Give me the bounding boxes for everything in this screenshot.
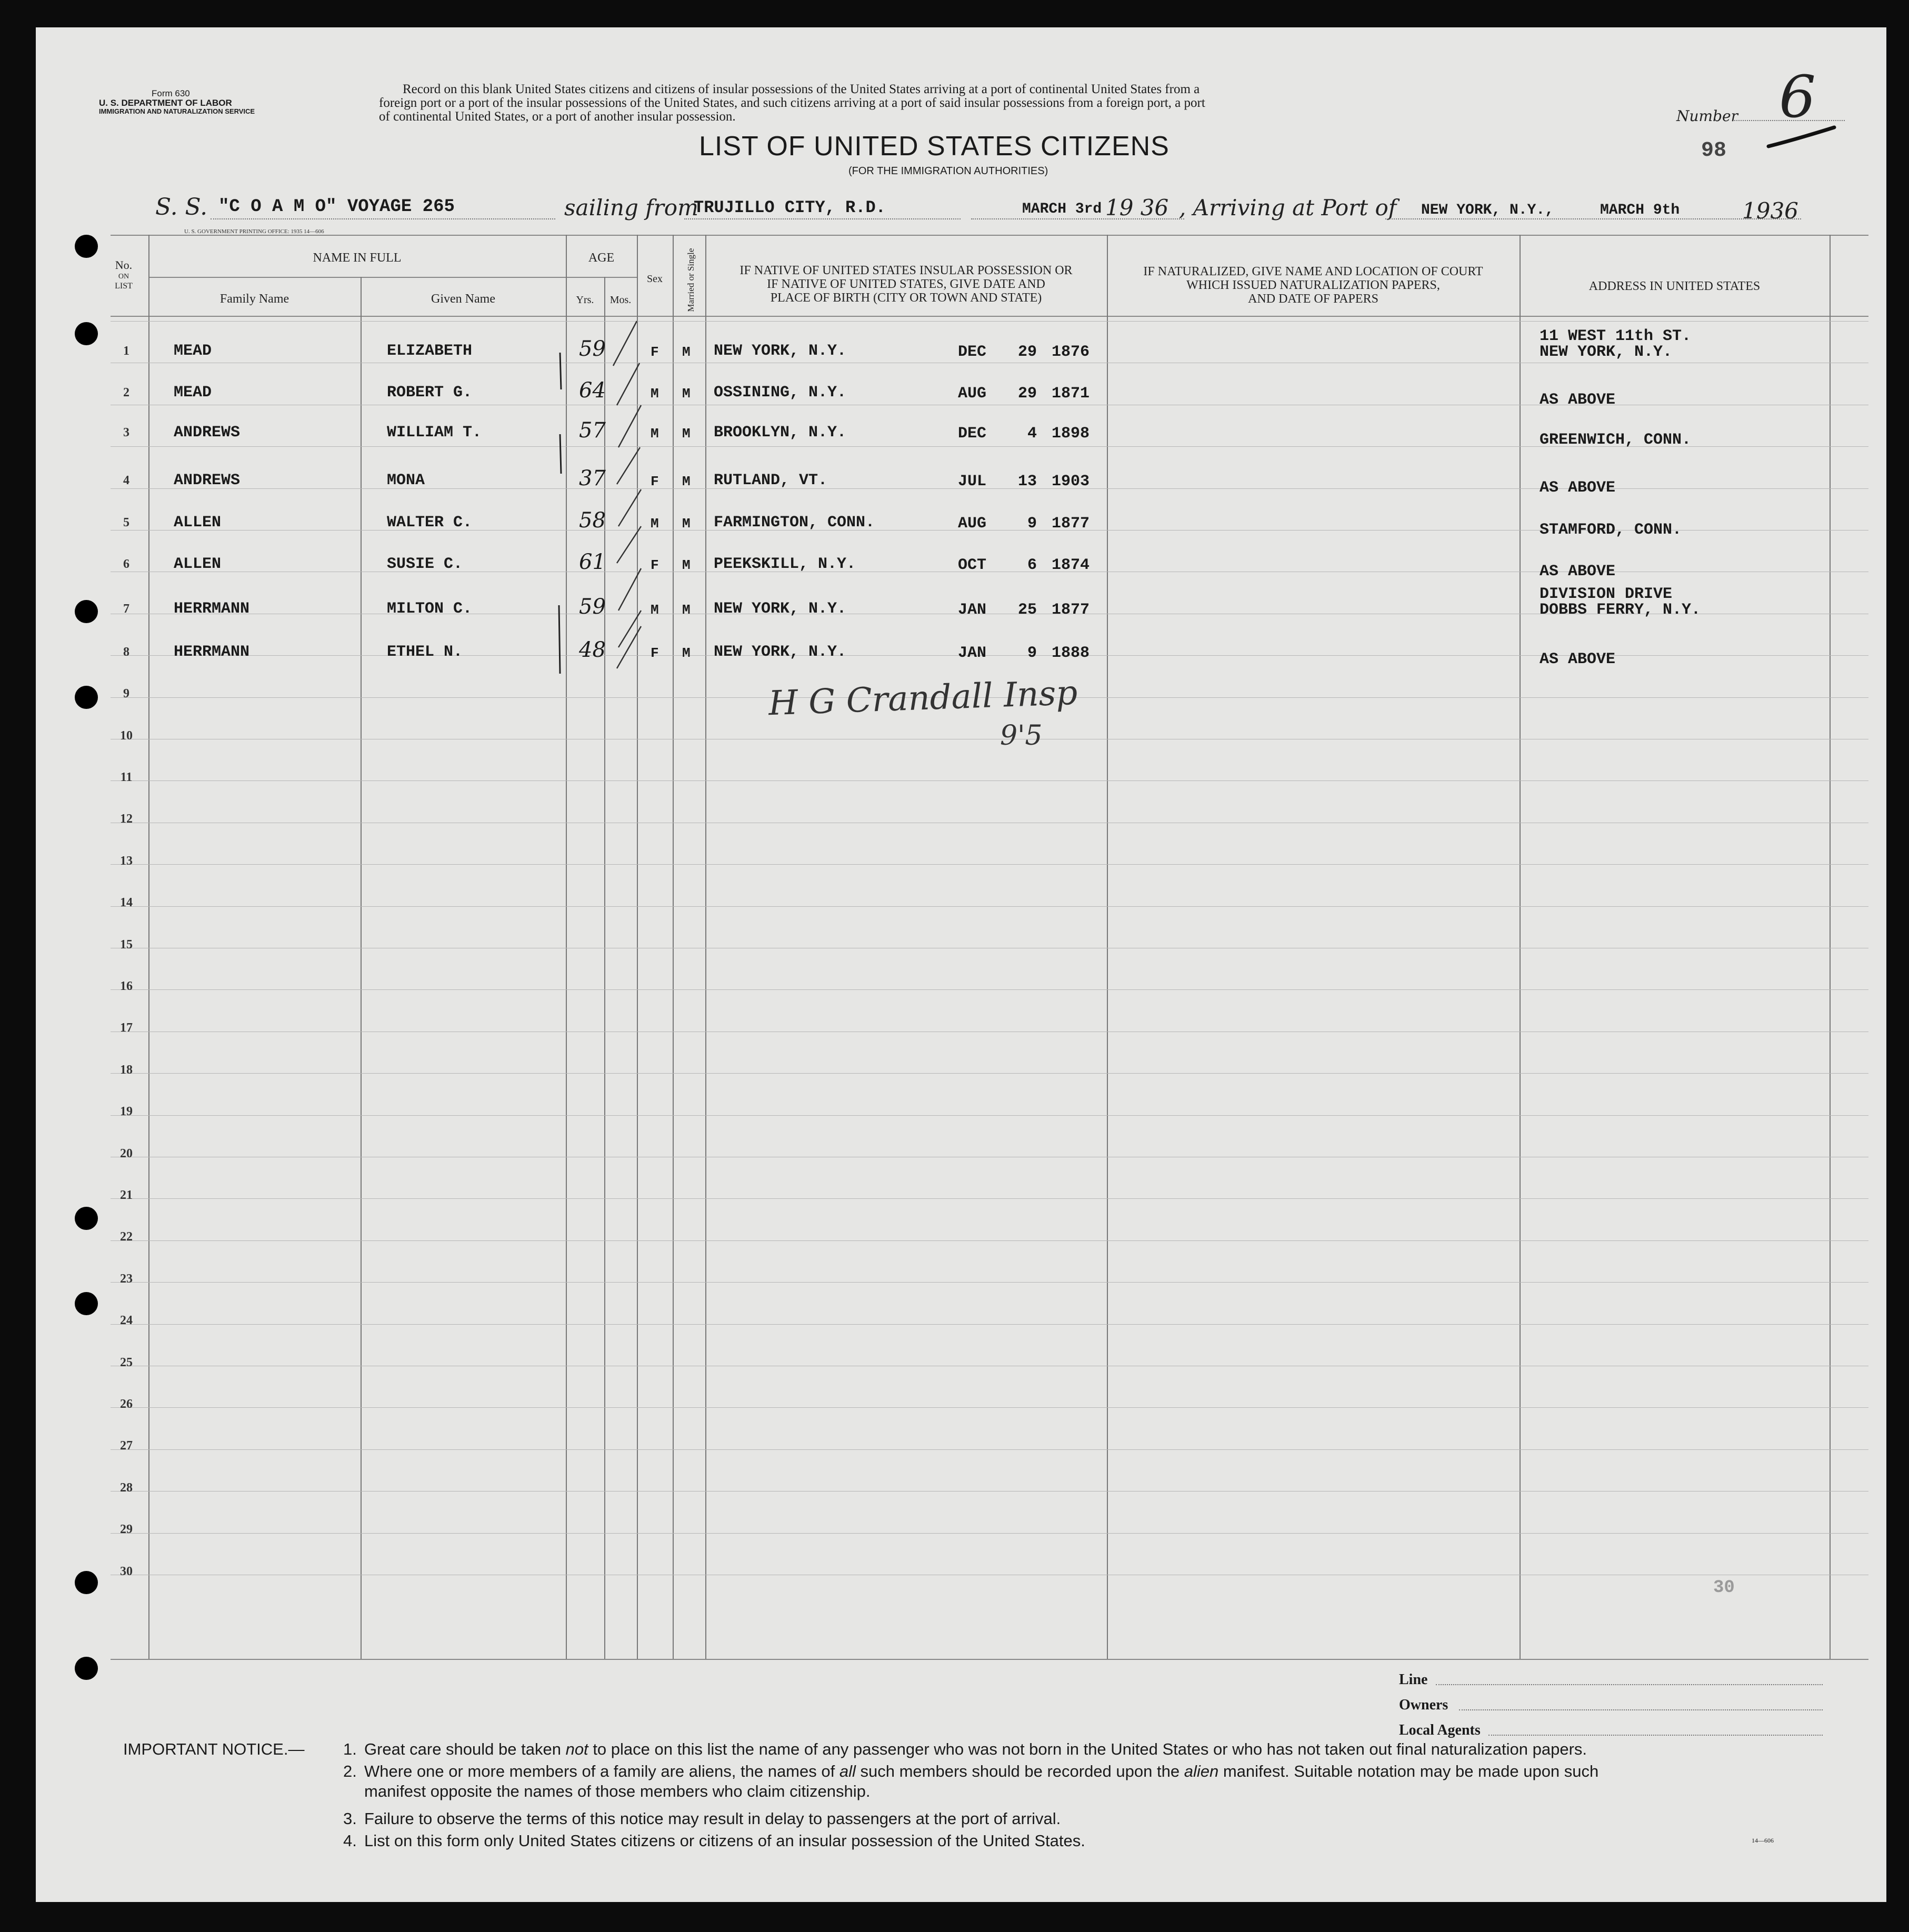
marital-status: M [682, 474, 691, 489]
table-bottom-border [111, 1659, 1868, 1660]
family-name: ANDREWS [174, 424, 241, 442]
service-name: IMMIGRATION AND NATURALIZATION SERVICE [99, 107, 255, 115]
row-number: 8 [123, 645, 129, 659]
age-subheader-line [566, 277, 637, 278]
address-line-1: GREENWICH, CONN. [1540, 431, 1692, 449]
header-no: No. [115, 258, 133, 272]
row-number: 19 [120, 1105, 133, 1118]
row-number: 17 [120, 1021, 133, 1035]
marital-status: M [682, 426, 691, 442]
address-line-1: AS ABOVE [1540, 391, 1616, 409]
arrival-date: MARCH 9th [1600, 202, 1680, 218]
inspector-signature: H G Crandall Insp [767, 673, 1078, 724]
given-name: MILTON C. [387, 600, 473, 618]
marital-status: M [682, 344, 691, 360]
birth-place: NEW YORK, N.Y. [714, 600, 847, 618]
birth-place: BROOKLYN, N.Y. [714, 424, 847, 442]
line-underline [1436, 1684, 1823, 1685]
header-given-name: Given Name [431, 292, 495, 306]
row-rule [111, 1407, 1868, 1408]
name-subheader-line [148, 277, 627, 278]
birth-day: 6 [1027, 556, 1037, 574]
departure-year: 19 36 [1105, 195, 1169, 221]
marital-status: M [682, 602, 691, 618]
row-rule [111, 1449, 1868, 1450]
family-name: MEAD [174, 342, 212, 360]
row-number: 12 [120, 812, 133, 826]
notice-2-continued: manifest opposite the names of those members who claim citizenship. [364, 1782, 871, 1800]
ship-underline [211, 218, 555, 219]
owners-label: Owners [1399, 1697, 1448, 1713]
signature-note: 9'5 [1000, 720, 1043, 752]
department-name: U. S. DEPARTMENT OF LABOR [99, 98, 232, 108]
number-label: Number [1676, 107, 1738, 125]
page-subtitle: (FOR THE IMMIGRATION AUTHORITIES) [848, 165, 1048, 177]
header-on: ON [118, 273, 129, 281]
header-birth-line-1: IF NATIVE OF UNITED STATES INSULAR POSSESSION OR [739, 264, 1073, 277]
row-number: 27 [120, 1439, 133, 1453]
arrival-port: NEW YORK, N.Y., [1421, 202, 1554, 218]
birth-year: 1871 [1052, 385, 1090, 403]
birth-month: DEC [958, 425, 987, 443]
notice-2-number: 2. [343, 1762, 357, 1780]
arriving-label: , Arriving at Port of [1179, 195, 1397, 221]
age-years: 59 [579, 595, 606, 619]
given-name: ELIZABETH [387, 342, 473, 360]
date-underline [971, 218, 1184, 219]
row-rule [111, 1240, 1868, 1241]
row-number: 29 [120, 1523, 133, 1536]
birth-month: JUL [958, 473, 987, 490]
punch-hole [75, 235, 98, 258]
notice-2-emphasis: all [839, 1762, 856, 1780]
sex: F [651, 557, 659, 573]
row-number: 22 [120, 1230, 133, 1244]
page-title: LIST OF UNITED STATES CITIZENS [699, 131, 1170, 162]
row-number: 14 [120, 896, 133, 909]
punch-hole [75, 686, 98, 709]
instructions-line-1: Record on this blank United States citizens and citizens of insular possessions of the United States arriving at a port of continental United States from a [403, 82, 1200, 96]
row-number: 15 [120, 938, 133, 952]
family-name: ANDREWS [174, 472, 241, 489]
row-number: 16 [120, 979, 133, 993]
sex: M [651, 602, 659, 618]
punch-hole [75, 1207, 98, 1230]
family-name: ALLEN [174, 514, 222, 532]
col-line [1830, 235, 1831, 1659]
manifest-number: 6 [1779, 63, 1816, 131]
age-years: 48 [579, 638, 606, 662]
ss-label: S. S. [155, 194, 208, 221]
handwritten-stroke [1766, 124, 1840, 151]
birth-place: NEW YORK, N.Y. [714, 643, 847, 661]
birth-day: 25 [1017, 601, 1037, 619]
notice-4: List on this form only United States citizens or citizens of an insular possession of the United States. [364, 1831, 1085, 1850]
birth-month: OCT [958, 556, 987, 574]
row-rule [111, 989, 1868, 990]
instructions-line-3: of continental United States, or a port of another insular possession. [379, 109, 736, 124]
sex: F [651, 645, 659, 661]
header-sex: Sex [647, 273, 663, 285]
birth-month: JAN [958, 644, 987, 662]
row-rule [111, 1115, 1868, 1116]
ship-name: "C O A M O" VOYAGE 265 [218, 197, 455, 217]
notice-label: IMPORTANT NOTICE.— [123, 1740, 305, 1758]
page-mark: 30 [1713, 1578, 1735, 1598]
notice-1 [364, 1740, 1587, 1759]
birth-year: 1874 [1052, 556, 1090, 574]
row-number: 1 [123, 344, 129, 358]
sailing-from: TRUJILLO CITY, R.D. [694, 198, 886, 217]
row-rule [111, 1324, 1868, 1325]
sex: M [651, 516, 659, 532]
notice-1-emphasis: not [565, 1740, 588, 1758]
birth-year: 1877 [1052, 601, 1090, 619]
family-name: HERRMANN [174, 643, 250, 661]
given-name: ETHEL N. [387, 643, 463, 661]
notice-2-text-a: Where one or more members of a family are aliens, the names of [364, 1762, 835, 1780]
header-age: AGE [588, 251, 615, 265]
row-number: 26 [120, 1397, 133, 1411]
row-number: 21 [120, 1188, 133, 1202]
address-line-2: DOBBS FERRY, N.Y. [1540, 601, 1701, 619]
header-divider [111, 316, 1868, 317]
col-line [361, 277, 362, 1659]
age-years: 57 [579, 418, 606, 443]
header-address: ADDRESS IN UNITED STATES [1588, 279, 1761, 293]
notice-2-emphasis-2: alien [1184, 1762, 1219, 1780]
address-line-1: 11 WEST 11th ST. [1540, 327, 1692, 345]
row-number: 20 [120, 1147, 133, 1160]
punch-hole [75, 322, 98, 345]
address-line-1: AS ABOVE [1540, 479, 1616, 497]
row-rule [111, 1282, 1868, 1283]
printing-office: U. S. GOVERNMENT PRINTING OFFICE: 1935 14—606 [184, 228, 324, 235]
row-number: 23 [120, 1272, 133, 1286]
birth-year: 1903 [1052, 473, 1090, 490]
birth-place: PEEKSKILL, N.Y. [714, 555, 856, 573]
notice-4-number: 4. [343, 1831, 357, 1850]
row-number: 13 [120, 854, 133, 868]
birth-month: AUG [958, 385, 987, 403]
header-name-in-full: NAME IN FULL [313, 251, 402, 265]
birth-day: 13 [1017, 473, 1037, 490]
notice-2-text-b: such members should be recorded upon the [860, 1762, 1180, 1780]
row-number: 9 [123, 687, 129, 700]
owners-underline [1459, 1709, 1823, 1710]
punch-hole [75, 1657, 98, 1680]
punch-hole [75, 600, 98, 623]
birth-place: RUTLAND, VT. [714, 472, 828, 489]
row-number: 28 [120, 1481, 133, 1495]
sex: F [651, 344, 659, 360]
col-line [1107, 235, 1108, 1659]
row-number: 18 [120, 1063, 133, 1077]
given-name: MONA [387, 472, 425, 489]
birth-year: 1877 [1052, 515, 1090, 533]
row-number: 3 [123, 426, 129, 439]
sailing-label: sailing from [564, 195, 698, 221]
age-years: 59 [579, 337, 606, 361]
departure-date: MARCH 3rd [1022, 201, 1102, 217]
given-name: SUSIE C. [387, 555, 463, 573]
sex: F [651, 474, 659, 489]
age-tally-marks [547, 316, 684, 695]
birth-year: 1888 [1052, 644, 1090, 662]
header-yrs: Yrs. [576, 294, 594, 306]
sex: M [651, 386, 659, 402]
arrival-year: 1936 [1742, 198, 1798, 224]
family-name: ALLEN [174, 555, 222, 573]
row-number: 30 [120, 1565, 133, 1578]
notice-2-text-c: manifest. Suitable notation may be made upon such [1223, 1762, 1599, 1780]
row-number: 25 [120, 1356, 133, 1369]
age-years: 61 [579, 550, 606, 574]
form-code: 14—606 [1752, 1837, 1774, 1844]
birth-day: 9 [1027, 515, 1037, 533]
birth-day: 29 [1017, 385, 1037, 403]
row-number: 4 [123, 474, 129, 487]
notice-3: Failure to observe the terms of this notice may result in delay to passengers at the port of arrival. [364, 1809, 1061, 1828]
sailing-underline [684, 218, 961, 219]
header-mos: Mos. [609, 294, 632, 306]
header-family-name: Family Name [219, 292, 289, 306]
marital-status: M [682, 557, 691, 573]
age-years: 64 [579, 378, 606, 403]
address-line-1: DIVISION DRIVE [1540, 585, 1673, 603]
birth-place: OSSINING, N.Y. [714, 384, 847, 402]
notice-3-number: 3. [343, 1809, 357, 1828]
agents-underline [1488, 1735, 1823, 1736]
row-rule [111, 1073, 1868, 1074]
birth-year: 1898 [1052, 425, 1090, 443]
row-number: 2 [123, 386, 129, 399]
header-naturalized-line-1: IF NATURALIZED, GIVE NAME AND LOCATION OF COURT [1143, 265, 1483, 278]
row-rule [111, 906, 1868, 907]
col-line [705, 235, 706, 1659]
line-label: Line [1399, 1671, 1428, 1688]
row-rule [111, 864, 1868, 865]
given-name: WILLIAM T. [387, 424, 482, 442]
row-rule [111, 780, 1868, 781]
family-name: HERRMANN [174, 600, 250, 618]
row-rule [111, 1533, 1868, 1534]
notice-1-text-b: to place on this list the name of any passenger who was not born in the United States or who has not taken out final naturalization papers. [593, 1740, 1587, 1758]
age-years: 58 [579, 508, 606, 533]
row-number: 7 [123, 602, 129, 616]
manifest-sheet [36, 27, 1886, 1902]
local-agents-label: Local Agents [1399, 1722, 1481, 1738]
header-naturalized-line-3: AND DATE OF PAPERS [1248, 292, 1378, 306]
header-naturalized-line-2: WHICH ISSUED NATURALIZATION PAPERS, [1186, 278, 1440, 292]
row-number: 11 [120, 770, 133, 784]
punch-hole [75, 1571, 98, 1594]
birth-day: 9 [1027, 644, 1037, 662]
age-years: 37 [579, 466, 606, 490]
marital-status: M [682, 386, 691, 402]
form-number: Form 630 [152, 88, 190, 98]
stamped-number: 98 [1701, 139, 1727, 163]
instructions-line-2: foreign port or a port of the insular possessions of the United States, and such citizens arriving at a port of said insular possessions from a foreign port, a port [379, 96, 1205, 110]
birth-month: JAN [958, 601, 987, 619]
row-number: 6 [123, 557, 129, 571]
punch-hole [75, 1292, 98, 1315]
family-name: MEAD [174, 384, 212, 402]
address-line-1: AS ABOVE [1540, 650, 1616, 668]
row-rule [111, 1198, 1868, 1199]
marital-status: M [682, 516, 691, 532]
address-line-1: STAMFORD, CONN. [1540, 521, 1682, 539]
sex: M [651, 426, 659, 442]
birth-day: 4 [1027, 425, 1037, 443]
birth-year: 1876 [1052, 343, 1090, 361]
birth-place: FARMINGTON, CONN. [714, 514, 875, 532]
header-birth-line-2: IF NATIVE OF UNITED STATES, GIVE DATE AND [767, 277, 1045, 291]
header-married-single: Married or Single [686, 248, 696, 312]
birth-place: NEW YORK, N.Y. [714, 342, 847, 360]
header-list: LIST [115, 282, 133, 291]
notice-2 [364, 1762, 1598, 1781]
arrival-underline [1385, 218, 1801, 219]
birth-month: AUG [958, 515, 987, 533]
header-birth-line-3: PLACE OF BIRTH (CITY OR TOWN AND STATE) [770, 291, 1042, 305]
row-number: 10 [120, 729, 133, 743]
address-line-1: AS ABOVE [1540, 563, 1616, 580]
given-name: WALTER C. [387, 514, 473, 532]
birth-day: 29 [1017, 343, 1037, 361]
row-rule [111, 321, 1868, 322]
notice-1-number: 1. [343, 1740, 357, 1758]
given-name: ROBERT G. [387, 384, 473, 402]
address-line-2: NEW YORK, N.Y. [1540, 343, 1673, 361]
col-line [1520, 235, 1521, 1659]
table-top-border [111, 235, 1868, 236]
row-number: 5 [123, 516, 129, 529]
notice-1-text-a: Great care should be taken [364, 1740, 561, 1758]
marital-status: M [682, 645, 691, 661]
birth-month: DEC [958, 343, 987, 361]
row-number: 24 [120, 1314, 133, 1327]
